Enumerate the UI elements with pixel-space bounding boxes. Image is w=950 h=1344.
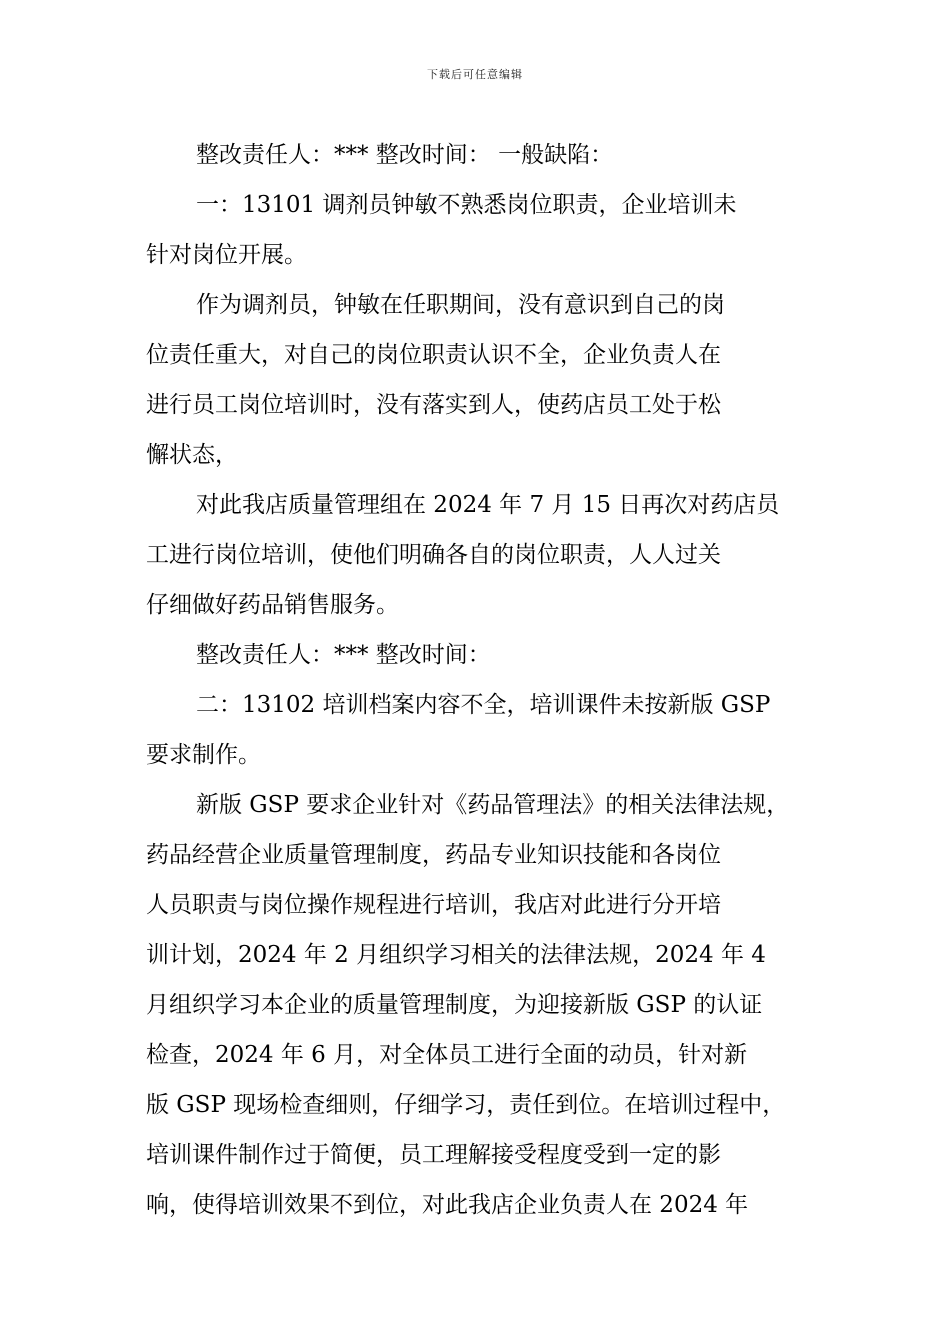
text-line: 工进行岗位培训，使他们明确各自的岗位职责，人人过关	[146, 542, 721, 568]
text-line: 对此我店质量管理组在 2024 年 7 月 15 日再次对药店员	[196, 492, 780, 518]
text-line: 训计划，2024 年 2 月组织学习相关的法律法规，2024 年 4	[146, 942, 766, 968]
text-line: 药品经营企业质量管理制度，药品专业知识技能和各岗位	[146, 842, 721, 868]
text-line: 作为调剂员，钟敏在任职期间，没有意识到自己的岗	[196, 292, 725, 318]
header-note: 下载后可任意编辑	[427, 68, 523, 81]
text-line: 月组织学习本企业的质量管理制度，为迎接新版 GSP 的认证	[146, 992, 763, 1018]
text-line: 新版 GSP 要求企业针对《药品管理法》的相关法律法规，	[196, 792, 790, 818]
text-line: 整改责任人：*** 整改时间：	[196, 642, 491, 668]
text-line: 仔细做好药品销售服务。	[146, 592, 399, 618]
text-line: 要求制作。	[146, 742, 261, 768]
text-line: 版 GSP 现场检查细则，仔细学习，责任到位。在培训过程中，	[146, 1092, 786, 1118]
text-line: 懈状态，	[146, 442, 238, 468]
text-line: 二：13102 培训档案内容不全，培训课件未按新版 GSP	[196, 692, 771, 718]
text-line: 人员职责与岗位操作规程进行培训，我店对此进行分开培	[146, 892, 721, 918]
text-line: 进行员工岗位培训时，没有落实到人，使药店员工处于松	[146, 392, 721, 418]
document-body	[146, 130, 811, 1230]
text-line: 响，使得培训效果不到位，对此我店企业负责人在 2024 年	[146, 1192, 749, 1218]
text-line: 检查，2024 年 6 月，对全体员工进行全面的动员，针对新	[146, 1042, 748, 1068]
text-line: 整改责任人：*** 整改时间： 一般缺陷：	[196, 142, 614, 168]
text-line: 一：13101 调剂员钟敏不熟悉岗位职责，企业培训未	[196, 192, 737, 218]
text-line: 位责任重大，对自己的岗位职责认识不全，企业负责人在	[146, 342, 721, 368]
text-line: 培训课件制作过于简便，员工理解接受程度受到一定的影	[146, 1142, 721, 1168]
text-line: 针对岗位开展。	[146, 242, 307, 268]
